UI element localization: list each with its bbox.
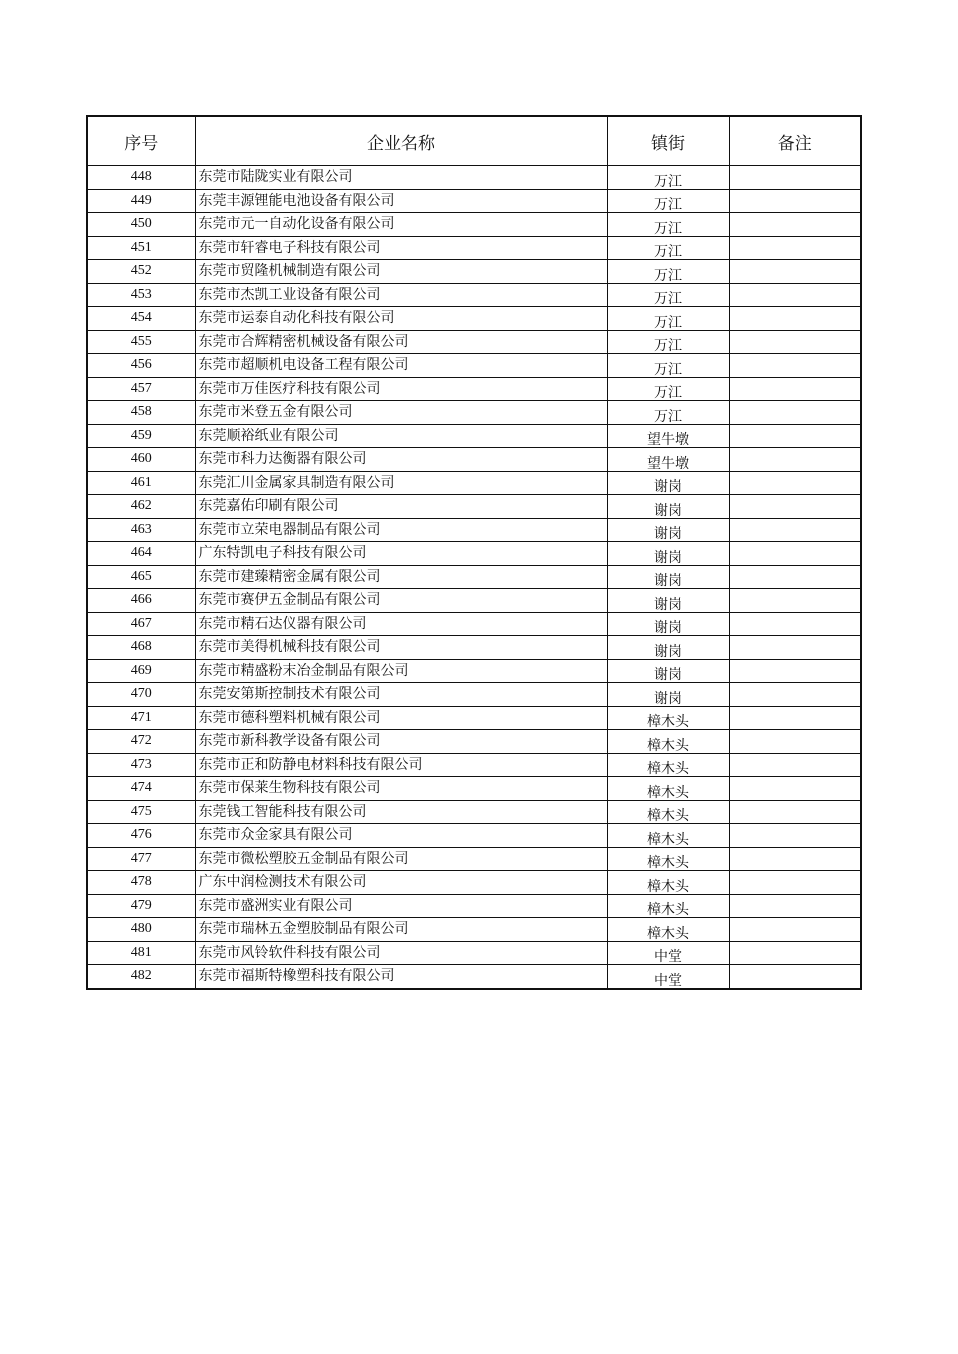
table-row <box>87 753 861 777</box>
serial-number-cell: 475 <box>87 800 195 824</box>
town-cell: 樟木头 <box>607 753 729 777</box>
town-cell: 万江 <box>607 236 729 260</box>
company-name-cell: 东莞市元一自动化设备有限公司 <box>195 213 607 237</box>
table-row <box>87 941 861 965</box>
company-name-cell: 东莞市新科教学设备有限公司 <box>195 730 607 754</box>
serial-number-cell: 470 <box>87 683 195 707</box>
table-row <box>87 213 861 237</box>
remarks-cell <box>729 941 861 965</box>
company-name-cell: 东莞市保莱生物科技有限公司 <box>195 777 607 801</box>
remarks-cell <box>729 283 861 307</box>
remarks-cell <box>729 448 861 472</box>
remarks-cell <box>729 918 861 942</box>
company-name-cell: 东莞市德科塑料机械有限公司 <box>195 706 607 730</box>
company-name-cell: 东莞市微松塑胶五金制品有限公司 <box>195 847 607 871</box>
remarks-cell <box>729 495 861 519</box>
serial-number-cell: 478 <box>87 871 195 895</box>
table-row <box>87 565 861 589</box>
company-name-cell: 东莞市福斯特橡塑科技有限公司 <box>195 965 607 989</box>
remarks-cell <box>729 424 861 448</box>
serial-number-cell: 461 <box>87 471 195 495</box>
serial-number-cell: 466 <box>87 589 195 613</box>
serial-number-cell: 469 <box>87 659 195 683</box>
company-name-cell: 东莞市轩睿电子科技有限公司 <box>195 236 607 260</box>
town-cell: 谢岗 <box>607 471 729 495</box>
company-name-cell: 东莞市赛伊五金制品有限公司 <box>195 589 607 613</box>
company-name-cell: 东莞市科力达衡器有限公司 <box>195 448 607 472</box>
serial-number-cell: 453 <box>87 283 195 307</box>
company-name-cell: 东莞市精石达仪器有限公司 <box>195 612 607 636</box>
serial-number-cell: 467 <box>87 612 195 636</box>
serial-number-cell: 477 <box>87 847 195 871</box>
company-name-cell: 东莞市杰凯工业设备有限公司 <box>195 283 607 307</box>
table-header-row <box>87 116 861 166</box>
remarks-cell <box>729 683 861 707</box>
company-name-cell: 东莞嘉佑印刷有限公司 <box>195 495 607 519</box>
serial-number-cell: 472 <box>87 730 195 754</box>
town-cell: 望牛墩 <box>607 424 729 448</box>
table-row <box>87 377 861 401</box>
remarks-cell <box>729 189 861 213</box>
company-name-cell: 东莞市建臻精密金属有限公司 <box>195 565 607 589</box>
company-name-cell: 广东特凯电子科技有限公司 <box>195 542 607 566</box>
serial-number-cell: 459 <box>87 424 195 448</box>
company-name-cell: 东莞市众金家具有限公司 <box>195 824 607 848</box>
table-row <box>87 706 861 730</box>
table-row <box>87 871 861 895</box>
company-name-cell: 东莞市精盛粉末冶金制品有限公司 <box>195 659 607 683</box>
serial-number-cell: 454 <box>87 307 195 331</box>
table-row <box>87 424 861 448</box>
town-cell: 樟木头 <box>607 918 729 942</box>
town-cell: 樟木头 <box>607 706 729 730</box>
town-cell: 万江 <box>607 166 729 190</box>
serial-number-cell: 452 <box>87 260 195 284</box>
header-town: 镇街 <box>607 116 729 166</box>
remarks-cell <box>729 847 861 871</box>
company-name-cell: 东莞市正和防静电材料科技有限公司 <box>195 753 607 777</box>
remarks-cell <box>729 800 861 824</box>
enterprise-list-table <box>86 115 862 990</box>
town-cell: 望牛墩 <box>607 448 729 472</box>
table-row <box>87 189 861 213</box>
table-row <box>87 589 861 613</box>
town-cell: 樟木头 <box>607 824 729 848</box>
company-name-cell: 东莞市美得机械科技有限公司 <box>195 636 607 660</box>
serial-number-cell: 462 <box>87 495 195 519</box>
company-name-cell: 东莞汇川金属家具制造有限公司 <box>195 471 607 495</box>
town-cell: 樟木头 <box>607 800 729 824</box>
serial-number-cell: 448 <box>87 166 195 190</box>
company-name-cell: 东莞安第斯控制技术有限公司 <box>195 683 607 707</box>
remarks-cell <box>729 706 861 730</box>
town-cell: 谢岗 <box>607 612 729 636</box>
town-cell: 谢岗 <box>607 565 729 589</box>
remarks-cell <box>729 471 861 495</box>
remarks-cell <box>729 565 861 589</box>
town-cell: 谢岗 <box>607 589 729 613</box>
table-row <box>87 824 861 848</box>
table-row <box>87 236 861 260</box>
serial-number-cell: 482 <box>87 965 195 989</box>
remarks-cell <box>729 753 861 777</box>
town-cell: 万江 <box>607 283 729 307</box>
remarks-cell <box>729 354 861 378</box>
remarks-cell <box>729 824 861 848</box>
town-cell: 樟木头 <box>607 777 729 801</box>
header-serial-number: 序号 <box>87 116 195 166</box>
serial-number-cell: 455 <box>87 330 195 354</box>
remarks-cell <box>729 730 861 754</box>
remarks-cell <box>729 213 861 237</box>
remarks-cell <box>729 330 861 354</box>
town-cell: 谢岗 <box>607 683 729 707</box>
header-company-name: 企业名称 <box>195 116 607 166</box>
serial-number-cell: 480 <box>87 918 195 942</box>
table-row <box>87 683 861 707</box>
serial-number-cell: 465 <box>87 565 195 589</box>
serial-number-cell: 471 <box>87 706 195 730</box>
company-name-cell: 东莞丰源锂能电池设备有限公司 <box>195 189 607 213</box>
serial-number-cell: 457 <box>87 377 195 401</box>
company-name-cell: 东莞钱工智能科技有限公司 <box>195 800 607 824</box>
table-row <box>87 495 861 519</box>
town-cell: 万江 <box>607 354 729 378</box>
remarks-cell <box>729 612 861 636</box>
table-row <box>87 894 861 918</box>
town-cell: 樟木头 <box>607 894 729 918</box>
town-cell: 中堂 <box>607 941 729 965</box>
table-row <box>87 542 861 566</box>
remarks-cell <box>729 542 861 566</box>
table-row <box>87 918 861 942</box>
serial-number-cell: 468 <box>87 636 195 660</box>
town-cell: 万江 <box>607 377 729 401</box>
town-cell: 樟木头 <box>607 847 729 871</box>
remarks-cell <box>729 965 861 989</box>
company-name-cell: 东莞市盛洲实业有限公司 <box>195 894 607 918</box>
table-row <box>87 659 861 683</box>
company-name-cell: 东莞市米登五金有限公司 <box>195 401 607 425</box>
serial-number-cell: 460 <box>87 448 195 472</box>
table-row <box>87 612 861 636</box>
remarks-cell <box>729 871 861 895</box>
table-row <box>87 800 861 824</box>
table-row <box>87 636 861 660</box>
company-name-cell: 东莞顺裕纸业有限公司 <box>195 424 607 448</box>
serial-number-cell: 451 <box>87 236 195 260</box>
town-cell: 樟木头 <box>607 871 729 895</box>
remarks-cell <box>729 589 861 613</box>
company-name-cell: 东莞市万佳医疗科技有限公司 <box>195 377 607 401</box>
company-name-cell: 东莞市陆陇实业有限公司 <box>195 166 607 190</box>
serial-number-cell: 474 <box>87 777 195 801</box>
company-name-cell: 东莞市风铃软件科技有限公司 <box>195 941 607 965</box>
table-row <box>87 448 861 472</box>
company-name-cell: 东莞市合辉精密机械设备有限公司 <box>195 330 607 354</box>
company-name-cell: 广东中润检测技术有限公司 <box>195 871 607 895</box>
company-name-cell: 东莞市运泰自动化科技有限公司 <box>195 307 607 331</box>
town-cell: 中堂 <box>607 965 729 989</box>
serial-number-cell: 481 <box>87 941 195 965</box>
table-row <box>87 518 861 542</box>
town-cell: 谢岗 <box>607 659 729 683</box>
town-cell: 谢岗 <box>607 636 729 660</box>
town-cell: 谢岗 <box>607 518 729 542</box>
town-cell: 谢岗 <box>607 495 729 519</box>
town-cell: 万江 <box>607 260 729 284</box>
town-cell: 樟木头 <box>607 730 729 754</box>
table-row <box>87 847 861 871</box>
table-row <box>87 730 861 754</box>
table-row <box>87 166 861 190</box>
serial-number-cell: 449 <box>87 189 195 213</box>
table-row <box>87 330 861 354</box>
table-row <box>87 965 861 989</box>
serial-number-cell: 476 <box>87 824 195 848</box>
remarks-cell <box>729 260 861 284</box>
company-name-cell: 东莞市超顺机电设备工程有限公司 <box>195 354 607 378</box>
remarks-cell <box>729 777 861 801</box>
serial-number-cell: 458 <box>87 401 195 425</box>
town-cell: 万江 <box>607 330 729 354</box>
company-name-cell: 东莞市瑞林五金塑胶制品有限公司 <box>195 918 607 942</box>
table-row <box>87 354 861 378</box>
table-row <box>87 283 861 307</box>
table-row <box>87 401 861 425</box>
table-row <box>87 471 861 495</box>
serial-number-cell: 464 <box>87 542 195 566</box>
table-row <box>87 260 861 284</box>
remarks-cell <box>729 401 861 425</box>
town-cell: 万江 <box>607 307 729 331</box>
company-name-cell: 东莞市贸隆机械制造有限公司 <box>195 260 607 284</box>
remarks-cell <box>729 377 861 401</box>
table-body <box>87 166 861 989</box>
table-row <box>87 307 861 331</box>
remarks-cell <box>729 518 861 542</box>
remarks-cell <box>729 636 861 660</box>
town-cell: 万江 <box>607 213 729 237</box>
remarks-cell <box>729 659 861 683</box>
serial-number-cell: 473 <box>87 753 195 777</box>
serial-number-cell: 463 <box>87 518 195 542</box>
remarks-cell <box>729 236 861 260</box>
remarks-cell <box>729 894 861 918</box>
header-remarks: 备注 <box>729 116 861 166</box>
table-row <box>87 777 861 801</box>
town-cell: 谢岗 <box>607 542 729 566</box>
company-name-cell: 东莞市立荣电器制品有限公司 <box>195 518 607 542</box>
town-cell: 万江 <box>607 401 729 425</box>
serial-number-cell: 450 <box>87 213 195 237</box>
town-cell: 万江 <box>607 189 729 213</box>
serial-number-cell: 456 <box>87 354 195 378</box>
serial-number-cell: 479 <box>87 894 195 918</box>
remarks-cell <box>729 307 861 331</box>
remarks-cell <box>729 166 861 190</box>
